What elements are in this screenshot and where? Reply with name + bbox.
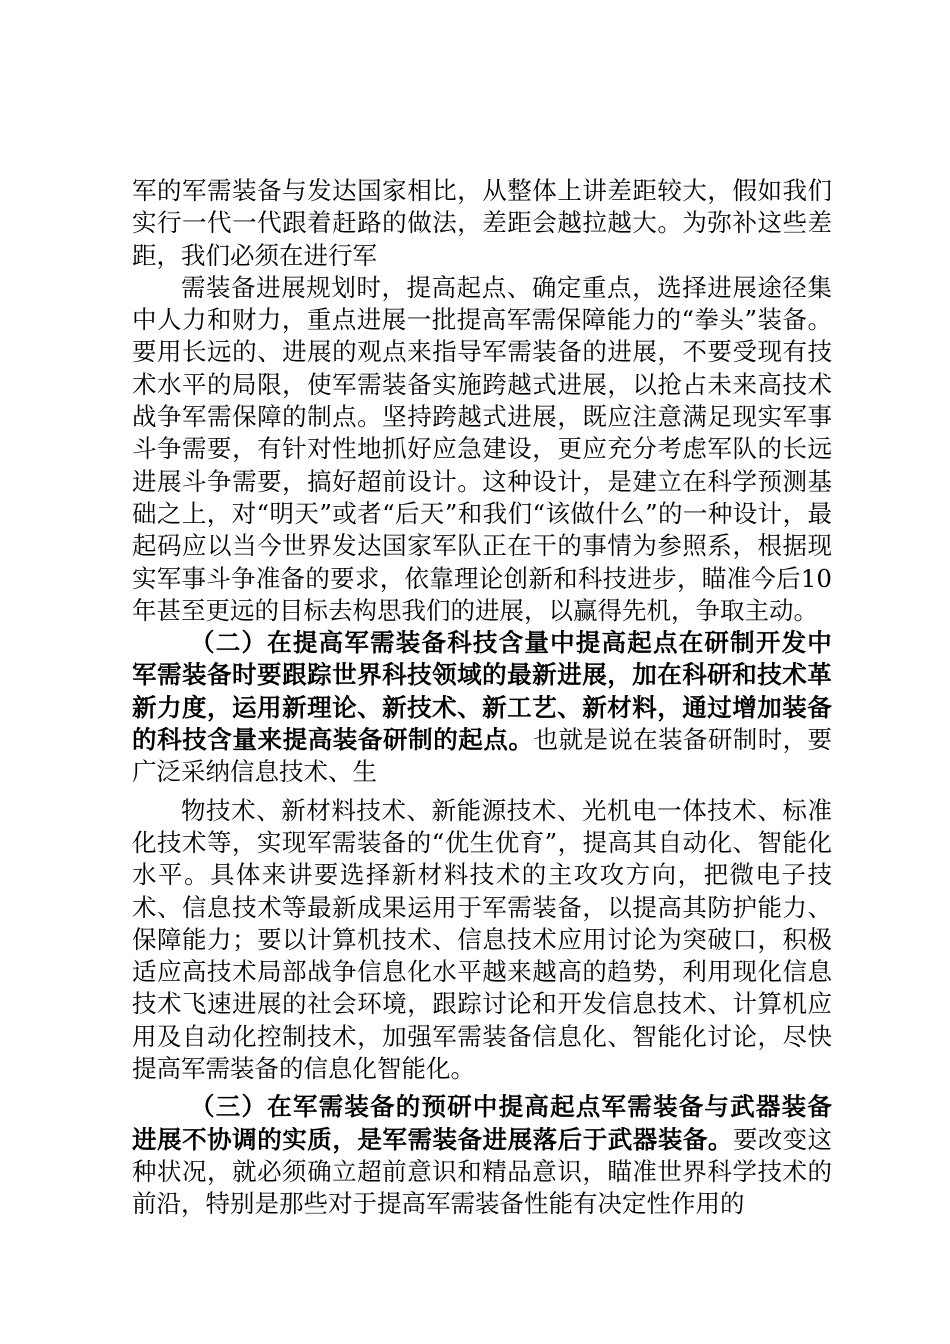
- paragraph-2: [132, 272, 832, 627]
- paragraph-2-text: 需装备进展规划时，提高起点、确定重点，选择进展途径集中人力和财力，重点进展一批提高军需保障能力的“拳头”装备。要用长远的、进展的观点来指导军需装备的进展，不要受现有技术水平的局限，使军需装备实施跨越式进展，以抢占未来高技术战争军需保障的制点。坚持跨越式进展，既应注意满足现实军事斗争需要，有针对性地抓好应急建设，更应充分考虑军队的长远进展斗争需要，搞好超前设计。这种设计，是建立在科学预测基础之上，对“明天”或者“后天”和我们“该做什么”的一种设计，最起码应以当今世界发达国家军队正在干的事情为参照系，根据现实军事斗争准备的要求，依靠理论创新和科技进步，瞄准今后10年甚至更远的目标去构思我们的进展，以赢得先机，争取主动。: [132, 272, 832, 625]
- paragraph-1-text: 军的军需装备与发达国家相比，从整体上讲差距较大，假如我们实行一代一代跟着赶路的做法，差距会越拉越大。为弥补这些差距，我们必须在进行军: [132, 176, 832, 270]
- paragraph-5: [132, 1091, 832, 1220]
- paragraph-4-text: 物技术、新材料技术、新能源技术、光机电一体技术、标准化技术等，实现军需装备的“优生优育”，提高其自动化、智能化水平。具体来讲要选择新材料技术的主攻攻方向，把微电子技术、信息技术等最新成果运用于军需装备，以提高其防护能力、保障能力；要以计算机技术、信息技术应用讨论为突破口，积极适应高技术局部战争信息化水平越来越高的趋势，利用现化信息技术飞速进展的社会环境，跟踪讨论和开发信息技术、计算机应用及自动化控制技术，加强军需装备信息化、智能化讨论，尽快提高军需装备的信息化智能化。: [132, 795, 832, 1084]
- paragraph-5-heading: （三）在军需装备的预研中提高起点军需装备与武器装备进展不协调的实质，是军需装备进展落后于武器装备。: [132, 1092, 832, 1154]
- paragraph-3-text: 也就是说在装备研制时，要广泛采纳信息技术、生: [132, 725, 833, 787]
- paragraph-4: [132, 795, 832, 1086]
- paragraph-1: [132, 175, 832, 272]
- paragraph-3-heading: （二）在提高军需装备科技含量中提高起点在研制开发中军需装备时要跟踪世界科技领域的最新进展，加在科研和技术革新力度，运用新理论、新技术、新工艺、新材料，通过增加装备的科技含量来提高装备研制的起点。: [132, 628, 832, 755]
- paragraph-5-text: 要改变这种状况，就必须确立超前意识和精品意识，瞄准世界科学技术的前沿，特别是那些对于提高军需装备性能有决定性作用的: [132, 1124, 832, 1219]
- document-page: [132, 175, 832, 1221]
- paragraph-3: [132, 627, 832, 788]
